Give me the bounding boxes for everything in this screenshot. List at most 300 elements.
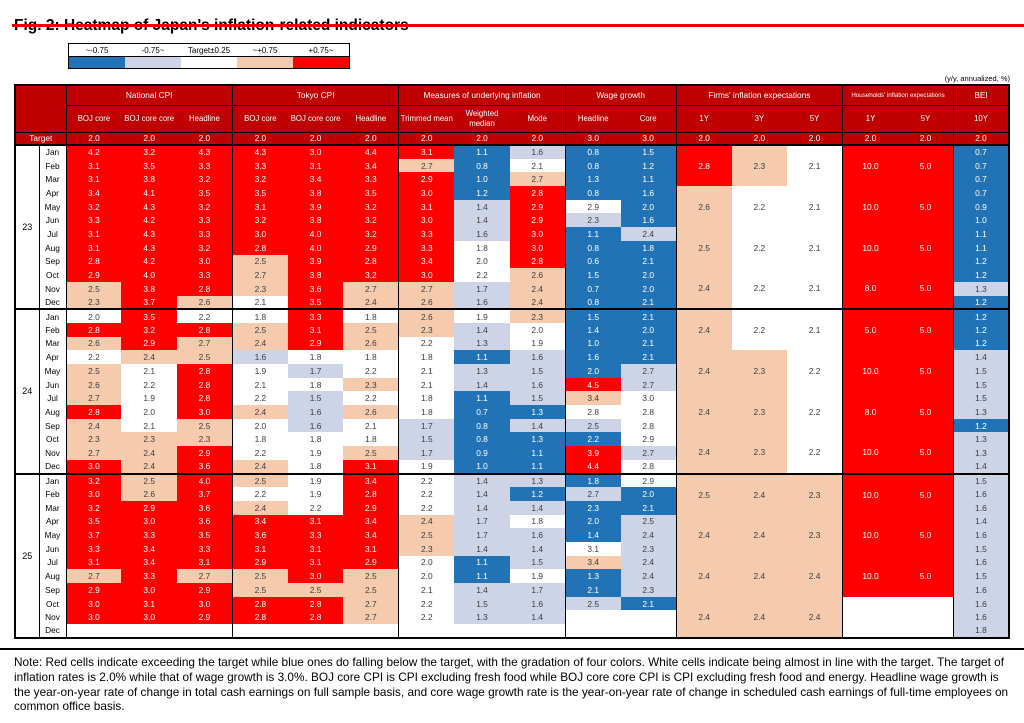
column-subheader: Headline <box>565 105 620 132</box>
heatmap-cell: 2.7 <box>399 159 454 173</box>
target-value: 2.0 <box>510 132 565 145</box>
heatmap-cell: 3.3 <box>177 542 232 556</box>
heatmap-cell: 1.6 <box>288 419 343 433</box>
heatmap-cell: 2.9 <box>343 241 398 255</box>
column-subheader: 5Y <box>898 105 953 132</box>
heatmap-cell: 1.2 <box>954 323 1010 337</box>
column-subheader: 3Y <box>732 105 787 132</box>
heatmap-cell <box>621 624 676 638</box>
heatmap-cell: 1.2 <box>510 487 565 501</box>
heatmap-cell: 3.1 <box>343 542 398 556</box>
column-group-header: Firms' inflation expectations <box>676 85 842 105</box>
heatmap-cell: 3.4 <box>399 255 454 269</box>
heatmap-cell: 2.3 <box>399 323 454 337</box>
heatmap-cell: 1.3 <box>954 405 1010 419</box>
heatmap-cell: 1.9 <box>288 474 343 488</box>
heatmap-cell: 3.4 <box>343 474 398 488</box>
quarterly-heatmap-cell: 2.4 <box>732 556 787 597</box>
heatmap-cell: 2.4 <box>621 569 676 583</box>
heatmap-cell: 1.8 <box>343 309 398 323</box>
heatmap-cell: 3.1 <box>565 542 620 556</box>
heatmap-cell: 1.5 <box>565 309 620 323</box>
heatmap-cell: 2.0 <box>510 323 565 337</box>
heatmap-cell: 2.4 <box>232 501 287 515</box>
column-group-header: Tokyo CPI <box>232 85 398 105</box>
heatmap-cell: 2.5 <box>565 419 620 433</box>
heatmap-cell: 1.5 <box>954 474 1010 488</box>
month-label: Sep <box>39 255 66 269</box>
heatmap-cell: 3.3 <box>66 542 121 556</box>
heatmap-cell: 1.9 <box>232 364 287 378</box>
column-group-header: BEI <box>954 85 1010 105</box>
heatmap-cell: 1.7 <box>454 282 509 296</box>
heatmap-cell: 1.6 <box>954 556 1010 570</box>
quarterly-heatmap-cell: 2.4 <box>676 268 731 309</box>
heatmap-cell: 2.0 <box>621 282 676 296</box>
month-label: Aug <box>39 405 66 419</box>
heatmap-cell: 3.4 <box>66 186 121 200</box>
quarterly-heatmap-cell: 10.0 <box>843 474 898 515</box>
column-subheader: Headline <box>177 105 232 132</box>
month-label: Apr <box>39 350 66 364</box>
heatmap-cell: 1.5 <box>954 364 1010 378</box>
legend-swatch <box>125 57 181 68</box>
heatmap-cell: 4.2 <box>66 145 121 159</box>
heatmap-cell: 1.6 <box>621 186 676 200</box>
heatmap-cell: 3.2 <box>66 474 121 488</box>
month-label: Apr <box>39 186 66 200</box>
heatmap-cell: 0.7 <box>954 159 1010 173</box>
heatmap-cell: 2.6 <box>399 296 454 310</box>
heatmap-cell: 3.6 <box>232 528 287 542</box>
heatmap-cell: 3.1 <box>232 200 287 214</box>
quarterly-heatmap-cell: 5.0 <box>898 350 953 391</box>
heatmap-cell <box>565 610 620 624</box>
heatmap-cell: 3.3 <box>399 227 454 241</box>
heatmap-cell: 1.6 <box>510 528 565 542</box>
heatmap-cell: 2.1 <box>621 255 676 269</box>
heatmap-cell: 3.1 <box>288 323 343 337</box>
quarterly-heatmap-cell: 2.4 <box>676 556 731 597</box>
heatmap-cell: 1.8 <box>954 624 1010 638</box>
heatmap-cell: 1.6 <box>454 227 509 241</box>
heatmap-cell: 2.7 <box>621 364 676 378</box>
quarterly-heatmap-cell: 2.1 <box>787 186 842 227</box>
heatmap-cell: 0.9 <box>454 446 509 460</box>
heatmap-cell: 2.2 <box>343 364 398 378</box>
heatmap-cell: 1.0 <box>454 460 509 474</box>
quarterly-heatmap-cell: 2.3 <box>732 350 787 391</box>
heatmap-cell: 1.4 <box>454 487 509 501</box>
heatmap-cell: 3.0 <box>66 460 121 474</box>
heatmap-cell: 1.6 <box>510 350 565 364</box>
month-label: Mar <box>39 337 66 351</box>
heatmap-cell: 3.7 <box>177 487 232 501</box>
heatmap-cell: 3.6 <box>288 282 343 296</box>
heatmap-cell: 3.0 <box>232 227 287 241</box>
heatmap-cell: 2.6 <box>66 378 121 392</box>
month-label: Oct <box>39 597 66 611</box>
quarterly-heatmap-cell: 2.4 <box>732 597 787 638</box>
heatmap-cell: 0.7 <box>954 172 1010 186</box>
column-subheader: 1Y <box>843 105 898 132</box>
heatmap-cell: 1.4 <box>510 542 565 556</box>
heatmap-cell: 2.9 <box>288 337 343 351</box>
quarterly-heatmap-cell: 10.0 <box>843 556 898 597</box>
heatmap-cell: 2.8 <box>232 597 287 611</box>
heatmap-cell: 2.9 <box>177 610 232 624</box>
heatmap-cell: 2.0 <box>121 405 176 419</box>
heatmap-cell: 1.8 <box>343 432 398 446</box>
heatmap-cell: 1.8 <box>399 391 454 405</box>
heatmap-cell <box>621 610 676 624</box>
legend-label: ~-0.75 <box>85 46 109 55</box>
heatmap-cell: 3.4 <box>121 542 176 556</box>
heatmap-cell: 1.5 <box>399 432 454 446</box>
year-label: 25 <box>15 474 39 638</box>
heatmap-table <box>14 84 1010 639</box>
heatmap-cell: 3.2 <box>232 213 287 227</box>
target-value: 2.0 <box>787 132 842 145</box>
month-label: Jul <box>39 556 66 570</box>
heatmap-cell: 1.1 <box>454 391 509 405</box>
month-label: May <box>39 200 66 214</box>
heatmap-cell: 1.9 <box>510 337 565 351</box>
quarterly-heatmap-cell: 2.2 <box>732 309 787 350</box>
month-row <box>15 350 1009 364</box>
heatmap-cell: 2.2 <box>177 309 232 323</box>
heatmap-cell: 0.8 <box>565 186 620 200</box>
heatmap-cell: 1.8 <box>232 432 287 446</box>
heatmap-cell: 2.9 <box>121 337 176 351</box>
month-row <box>15 227 1009 241</box>
footnote: Note: Red cells indicate exceeding the target while blue ones do falling below the target, with the gradation of four colors. White cells indicate being almost in line with the target. The target of inflation rates is 2.0% while that of wage growth is 3.0%. BOJ core CPI is CPI excluding fresh food while BOJ core core CPI is CPI excluding fresh food and energy. Headline wage growth is the year-on-year rate of change in total cash earnings on full sample basis, and core wage growth rate is the year-on-year rate of change in scheduled cash earnings of full-time employees on common office basis. <box>14 655 1009 714</box>
heatmap-cell <box>510 624 565 638</box>
heatmap-cell: 2.1 <box>232 296 287 310</box>
heatmap-cell: 3.3 <box>177 213 232 227</box>
heatmap-cell: 1.1 <box>565 227 620 241</box>
heatmap-cell: 1.4 <box>510 501 565 515</box>
heatmap-cell: 3.0 <box>177 255 232 269</box>
heatmap-cell: 2.5 <box>66 282 121 296</box>
heatmap-cell: 2.6 <box>66 337 121 351</box>
heatmap-cell: 3.5 <box>232 186 287 200</box>
heatmap-cell: 2.3 <box>232 282 287 296</box>
month-label: Jul <box>39 227 66 241</box>
column-subheader: Core <box>621 105 676 132</box>
target-value: 2.0 <box>343 132 398 145</box>
heatmap-cell: 1.3 <box>510 405 565 419</box>
month-label: Jun <box>39 378 66 392</box>
heatmap-cell: 2.1 <box>399 364 454 378</box>
heatmap-cell: 3.9 <box>288 255 343 269</box>
heatmap-cell: 4.5 <box>565 378 620 392</box>
heatmap-cell: 1.3 <box>954 432 1010 446</box>
heatmap-cell: 2.4 <box>232 337 287 351</box>
heatmap-cell: 1.6 <box>454 296 509 310</box>
heatmap-cell: 2.4 <box>232 405 287 419</box>
heatmap-cell: 1.0 <box>454 172 509 186</box>
month-label: Nov <box>39 610 66 624</box>
heatmap-cell: 1.2 <box>954 419 1010 433</box>
legend-swatch <box>293 57 349 68</box>
heatmap-cell: 1.4 <box>565 528 620 542</box>
heatmap-cell: 1.8 <box>565 474 620 488</box>
quarterly-heatmap-cell: 2.4 <box>732 515 787 556</box>
heatmap-cell: 1.1 <box>954 241 1010 255</box>
quarterly-heatmap-cell: 2.4 <box>676 597 731 638</box>
heatmap-cell: 2.2 <box>232 487 287 501</box>
heatmap-cell: 2.4 <box>621 528 676 542</box>
target-value: 2.0 <box>954 132 1010 145</box>
heatmap-cell: 3.5 <box>288 296 343 310</box>
heatmap-cell: 1.7 <box>399 419 454 433</box>
heatmap-cell: 2.8 <box>621 405 676 419</box>
heatmap-cell: 3.5 <box>121 159 176 173</box>
heatmap-cell: 4.1 <box>121 186 176 200</box>
heatmap-cell: 4.3 <box>121 241 176 255</box>
corner-cell <box>15 85 66 132</box>
heatmap-cell <box>66 624 121 638</box>
quarterly-heatmap-cell: 2.1 <box>787 268 842 309</box>
heatmap-cell: 1.6 <box>510 597 565 611</box>
heatmap-cell: 1.1 <box>510 446 565 460</box>
heatmap-cell: 1.2 <box>621 159 676 173</box>
heatmap-cell: 2.6 <box>121 487 176 501</box>
heatmap-cell: 3.3 <box>399 241 454 255</box>
heatmap-cell: 1.4 <box>454 542 509 556</box>
heatmap-cell: 0.6 <box>565 255 620 269</box>
heatmap-cell: 3.1 <box>66 227 121 241</box>
heatmap-cell: 2.8 <box>343 487 398 501</box>
heatmap-cell: 1.7 <box>454 528 509 542</box>
heatmap-cell <box>177 624 232 638</box>
heatmap-cell: 2.7 <box>177 569 232 583</box>
heatmap-cell: 2.5 <box>232 255 287 269</box>
heatmap-cell: 2.8 <box>510 186 565 200</box>
heatmap-cell: 2.5 <box>232 583 287 597</box>
heatmap-cell: 2.9 <box>565 200 620 214</box>
month-label: Jul <box>39 391 66 405</box>
heatmap-cell: 1.8 <box>288 432 343 446</box>
heatmap-cell: 2.7 <box>232 268 287 282</box>
heatmap-cell: 3.3 <box>66 213 121 227</box>
heatmap-cell: 1.5 <box>510 364 565 378</box>
heatmap-cell: 2.1 <box>399 378 454 392</box>
heatmap-cell: 0.7 <box>565 282 620 296</box>
heatmap-cell: 2.0 <box>621 200 676 214</box>
quarterly-heatmap-cell: 5.0 <box>898 145 953 186</box>
heatmap-cell: 2.4 <box>343 296 398 310</box>
month-row <box>15 309 1009 323</box>
heatmap-cell: 2.1 <box>621 597 676 611</box>
heatmap-cell: 3.4 <box>288 172 343 186</box>
column-subheader: BOJ core <box>232 105 287 132</box>
heatmap-cell: 3.4 <box>565 391 620 405</box>
month-label: Dec <box>39 624 66 638</box>
heatmap-cell: 3.0 <box>399 186 454 200</box>
heatmap-cell: 2.3 <box>621 542 676 556</box>
heatmap-cell: 1.7 <box>399 446 454 460</box>
heatmap-cell: 2.1 <box>510 159 565 173</box>
heatmap-cell: 2.2 <box>66 350 121 364</box>
heatmap-cell: 2.5 <box>232 323 287 337</box>
heatmap-cell: 3.1 <box>121 597 176 611</box>
heatmap-cell: 2.5 <box>232 474 287 488</box>
heatmap-cell: 2.6 <box>177 296 232 310</box>
heatmap-cell: 1.4 <box>565 323 620 337</box>
month-row <box>15 432 1009 446</box>
heatmap-cell: 0.8 <box>454 419 509 433</box>
heatmap-cell: 3.1 <box>343 460 398 474</box>
heatmap-cell: 3.1 <box>66 159 121 173</box>
heatmap-cell: 2.3 <box>565 501 620 515</box>
quarterly-heatmap-cell: 5.0 <box>898 268 953 309</box>
month-label: Jan <box>39 145 66 159</box>
quarterly-heatmap-cell <box>898 597 953 638</box>
heatmap-cell: 4.0 <box>288 227 343 241</box>
heatmap-cell: 2.8 <box>177 378 232 392</box>
heatmap-cell: 2.1 <box>399 583 454 597</box>
heatmap-cell: 3.2 <box>121 323 176 337</box>
heatmap-cell: 3.7 <box>121 296 176 310</box>
column-subheader: BOJ core core <box>288 105 343 132</box>
heatmap-cell: 2.8 <box>177 323 232 337</box>
target-value: 2.0 <box>676 132 731 145</box>
heatmap-cell: 1.3 <box>454 364 509 378</box>
heatmap-cell: 4.0 <box>177 474 232 488</box>
heatmap-cell: 1.3 <box>954 446 1010 460</box>
month-row <box>15 597 1009 611</box>
heatmap-cell: 2.5 <box>66 364 121 378</box>
month-row <box>15 515 1009 529</box>
heatmap-cell: 2.5 <box>399 528 454 542</box>
heatmap-cell: 3.3 <box>288 309 343 323</box>
heatmap-cell: 3.4 <box>343 528 398 542</box>
heatmap-cell: 3.3 <box>177 268 232 282</box>
heatmap-cell: 0.7 <box>954 145 1010 159</box>
heatmap-cell: 1.3 <box>454 610 509 624</box>
heatmap-cell: 3.8 <box>288 186 343 200</box>
heatmap-cell: 3.0 <box>288 145 343 159</box>
month-label: Nov <box>39 282 66 296</box>
heatmap-cell: 0.7 <box>954 186 1010 200</box>
heatmap-cell: 3.5 <box>66 515 121 529</box>
heatmap-cell: 4.2 <box>121 213 176 227</box>
quarterly-heatmap-cell: 2.1 <box>787 145 842 186</box>
column-subheader: Trimmed mean <box>399 105 454 132</box>
heatmap-cell: 3.2 <box>177 241 232 255</box>
heatmap-cell: 2.0 <box>399 556 454 570</box>
heatmap-cell: 2.2 <box>232 446 287 460</box>
heatmap-cell: 2.9 <box>510 200 565 214</box>
heatmap-cell: 2.7 <box>343 597 398 611</box>
heatmap-cell: 2.9 <box>66 268 121 282</box>
quarterly-heatmap-cell: 2.2 <box>732 268 787 309</box>
heatmap-cell: 2.3 <box>399 542 454 556</box>
quarterly-heatmap-cell: 2.5 <box>676 227 731 268</box>
heatmap-cell: 3.2 <box>66 501 121 515</box>
month-label: Sep <box>39 583 66 597</box>
month-label: Apr <box>39 515 66 529</box>
heatmap-cell: 2.1 <box>232 378 287 392</box>
quarterly-heatmap-cell: 2.3 <box>732 432 787 473</box>
quarterly-heatmap-cell <box>843 597 898 638</box>
heatmap-cell <box>121 624 176 638</box>
heatmap-cell: 3.0 <box>510 241 565 255</box>
month-row <box>15 145 1009 159</box>
heatmap-cell: 4.2 <box>121 255 176 269</box>
heatmap-cell: 2.7 <box>177 337 232 351</box>
quarterly-heatmap-cell: 2.3 <box>732 391 787 432</box>
heatmap-cell: 2.5 <box>232 569 287 583</box>
target-row-label: Target <box>15 132 66 145</box>
heatmap-cell: 2.0 <box>621 268 676 282</box>
heatmap-cell: 2.1 <box>343 419 398 433</box>
heatmap-cell: 1.4 <box>454 378 509 392</box>
heatmap-cell: 3.2 <box>343 200 398 214</box>
heatmap-cell: 2.2 <box>399 337 454 351</box>
heatmap-cell: 1.0 <box>565 337 620 351</box>
heatmap-cell: 3.1 <box>232 542 287 556</box>
heatmap-cell: 1.2 <box>954 337 1010 351</box>
heatmap-cell: 1.1 <box>510 460 565 474</box>
heatmap-cell: 2.7 <box>343 282 398 296</box>
heatmap-cell: 1.5 <box>510 556 565 570</box>
heatmap-cell: 0.9 <box>954 200 1010 214</box>
top-accent-rule <box>12 24 1024 27</box>
heatmap-cell: 2.1 <box>621 501 676 515</box>
heatmap-cell: 2.8 <box>621 419 676 433</box>
legend-labels-row <box>69 44 349 57</box>
heatmap-cell: 3.6 <box>177 501 232 515</box>
heatmap-cell: 0.8 <box>454 432 509 446</box>
heatmap-cell: 2.2 <box>288 501 343 515</box>
heatmap-cell: 1.5 <box>954 569 1010 583</box>
heatmap-cell: 2.4 <box>621 227 676 241</box>
heatmap-cell: 2.7 <box>621 378 676 392</box>
heatmap-cell: 1.8 <box>510 515 565 529</box>
column-group-header: Households' inflation expectations <box>843 85 954 105</box>
heatmap-cell: 1.1 <box>454 569 509 583</box>
heatmap-cell: 4.3 <box>121 200 176 214</box>
heatmap-cell: 0.8 <box>565 296 620 310</box>
heatmap-cell: 2.3 <box>343 378 398 392</box>
heatmap-cell: 3.9 <box>565 446 620 460</box>
heatmap-cell: 2.2 <box>399 597 454 611</box>
heatmap-cell: 0.8 <box>565 241 620 255</box>
heatmap-cell: 1.1 <box>954 227 1010 241</box>
month-label: Dec <box>39 296 66 310</box>
heatmap-cell: 3.0 <box>288 569 343 583</box>
heatmap-cell: 1.1 <box>454 145 509 159</box>
heatmap-cell: 3.8 <box>121 172 176 186</box>
heatmap-cell: 4.3 <box>177 145 232 159</box>
heatmap-cell: 3.1 <box>66 241 121 255</box>
heatmap-cell: 1.4 <box>454 501 509 515</box>
heatmap-cell: 1.6 <box>288 405 343 419</box>
heatmap-cell: 3.2 <box>177 172 232 186</box>
heatmap-cell: 2.6 <box>510 268 565 282</box>
heatmap-cell: 1.6 <box>954 583 1010 597</box>
heatmap-cell: 3.1 <box>288 515 343 529</box>
quarterly-heatmap-cell: 5.0 <box>898 432 953 473</box>
heatmap-cell: 1.2 <box>954 309 1010 323</box>
heatmap-cell: 1.0 <box>954 213 1010 227</box>
heatmap-cell: 1.8 <box>232 309 287 323</box>
heatmap-cell: 3.1 <box>66 172 121 186</box>
heatmap-cell: 1.6 <box>510 145 565 159</box>
